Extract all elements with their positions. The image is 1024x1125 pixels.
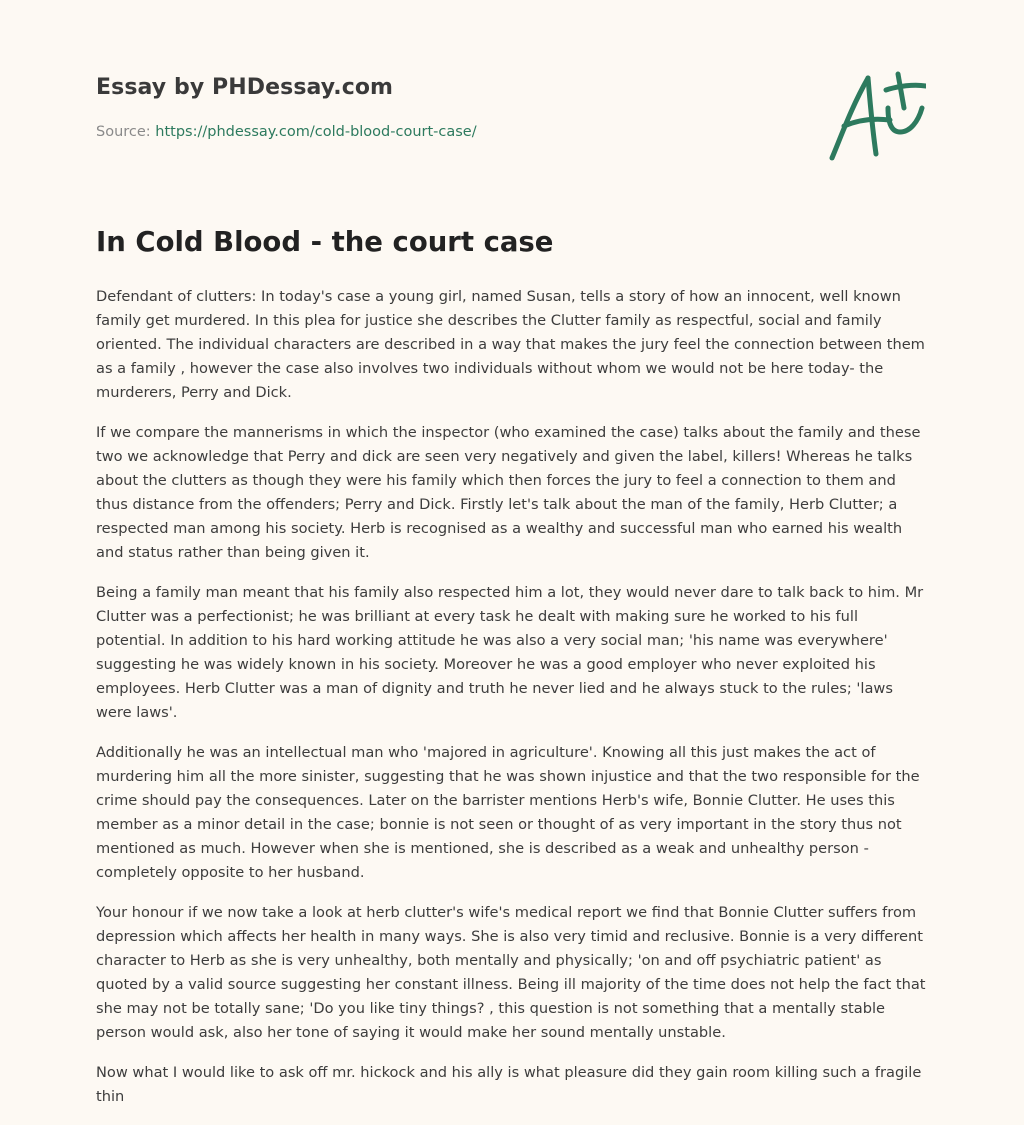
- paragraph: Your honour if we now take a look at herb clutter's wife's medical report we find that Bonnie Clutter suffers from depression which affects her health in many ways. She is also very timid and reclusive. Bonnie is a very different character to Herb as she is very unhealthy, both mentally and physically; 'on and off psychiatric patient' as quoted by a valid source suggesting her constant illness. Being ill majority of the time does not help the fact that she may not be totally sane; 'Do you like tiny things? , this question is not something that a mentally stable person would ask, also her tone of saying it would make her sound mentally unstable.: [96, 904, 926, 1041]
- paragraph: If we compare the mannerisms in which the inspector (who examined the case) talks about the family and these two we acknowledge that Perry and dick are seen very negatively and given the label, killers! Whereas he talks about the clutters as though they were his family which then forces the jury to feel a connection to them and thus distance from the offenders; Perry and Dick. Firstly let's talk about the man of the family, Herb Clutter; a respected man among his society. Herb is recognised as a wealthy and successful man who earned his wealth and status rather than being given it.: [96, 424, 921, 561]
- source-label: Source:: [96, 124, 151, 140]
- source-line: [96, 124, 477, 140]
- page-header: [96, 0, 928, 200]
- a-plus-grade-icon: [826, 68, 926, 164]
- site-brand: Essay by PHDessay.com: [96, 75, 394, 100]
- paragraph: Being a family man meant that his family also respected him a lot, they would never dare to talk back to him. Mr Clutter was a perfectionist; he was brilliant at every task he dealt with making sure he worked to his full potential. In addition to his hard working attitude he was also a very social man; 'his name was everywhere' suggesting he was widely known in his society. Moreover he was a good employer who never exploited his employees. Herb Clutter was a man of dignity and truth he never lied and he always stuck to the rules; 'laws were laws'.: [96, 584, 924, 721]
- paragraph: Defendant of clutters: In today's case a young girl, named Susan, tells a story of how an innocent, well known family get murdered. In this plea for justice she describes the Clutter family as respectful, social and family oriented. The individual characters are described in a way that makes the jury feel the connection between them as a family , however the case also involves two individuals without whom we would not be here today- the murderers, Perry and Dick.: [96, 288, 925, 401]
- essay-body: [96, 285, 932, 1125]
- paragraph: Additionally he was an intellectual man who 'majored in agriculture'. Knowing all this just makes the act of murdering him all the more sinister, suggesting that he was shown injustice and that the two responsible for the crime should pay the consequences. Later on the barrister mentions Herb's wife, Bonnie Clutter. He uses this member as a minor detail in the case; bonnie is not seen or thought of as very important in the story thus not mentioned as much. However when she is mentioned, she is described as a weak and unhealthy person - completely opposite to her husband.: [96, 744, 920, 881]
- source-link[interactable]: https://phdessay.com/cold-blood-court-case/: [155, 124, 477, 140]
- paragraph: Now what I would like to ask off mr. hickock and his ally is what pleasure did they gain room killing such a fragile thin: [96, 1064, 922, 1105]
- essay-title: In Cold Blood - the court case: [96, 226, 554, 258]
